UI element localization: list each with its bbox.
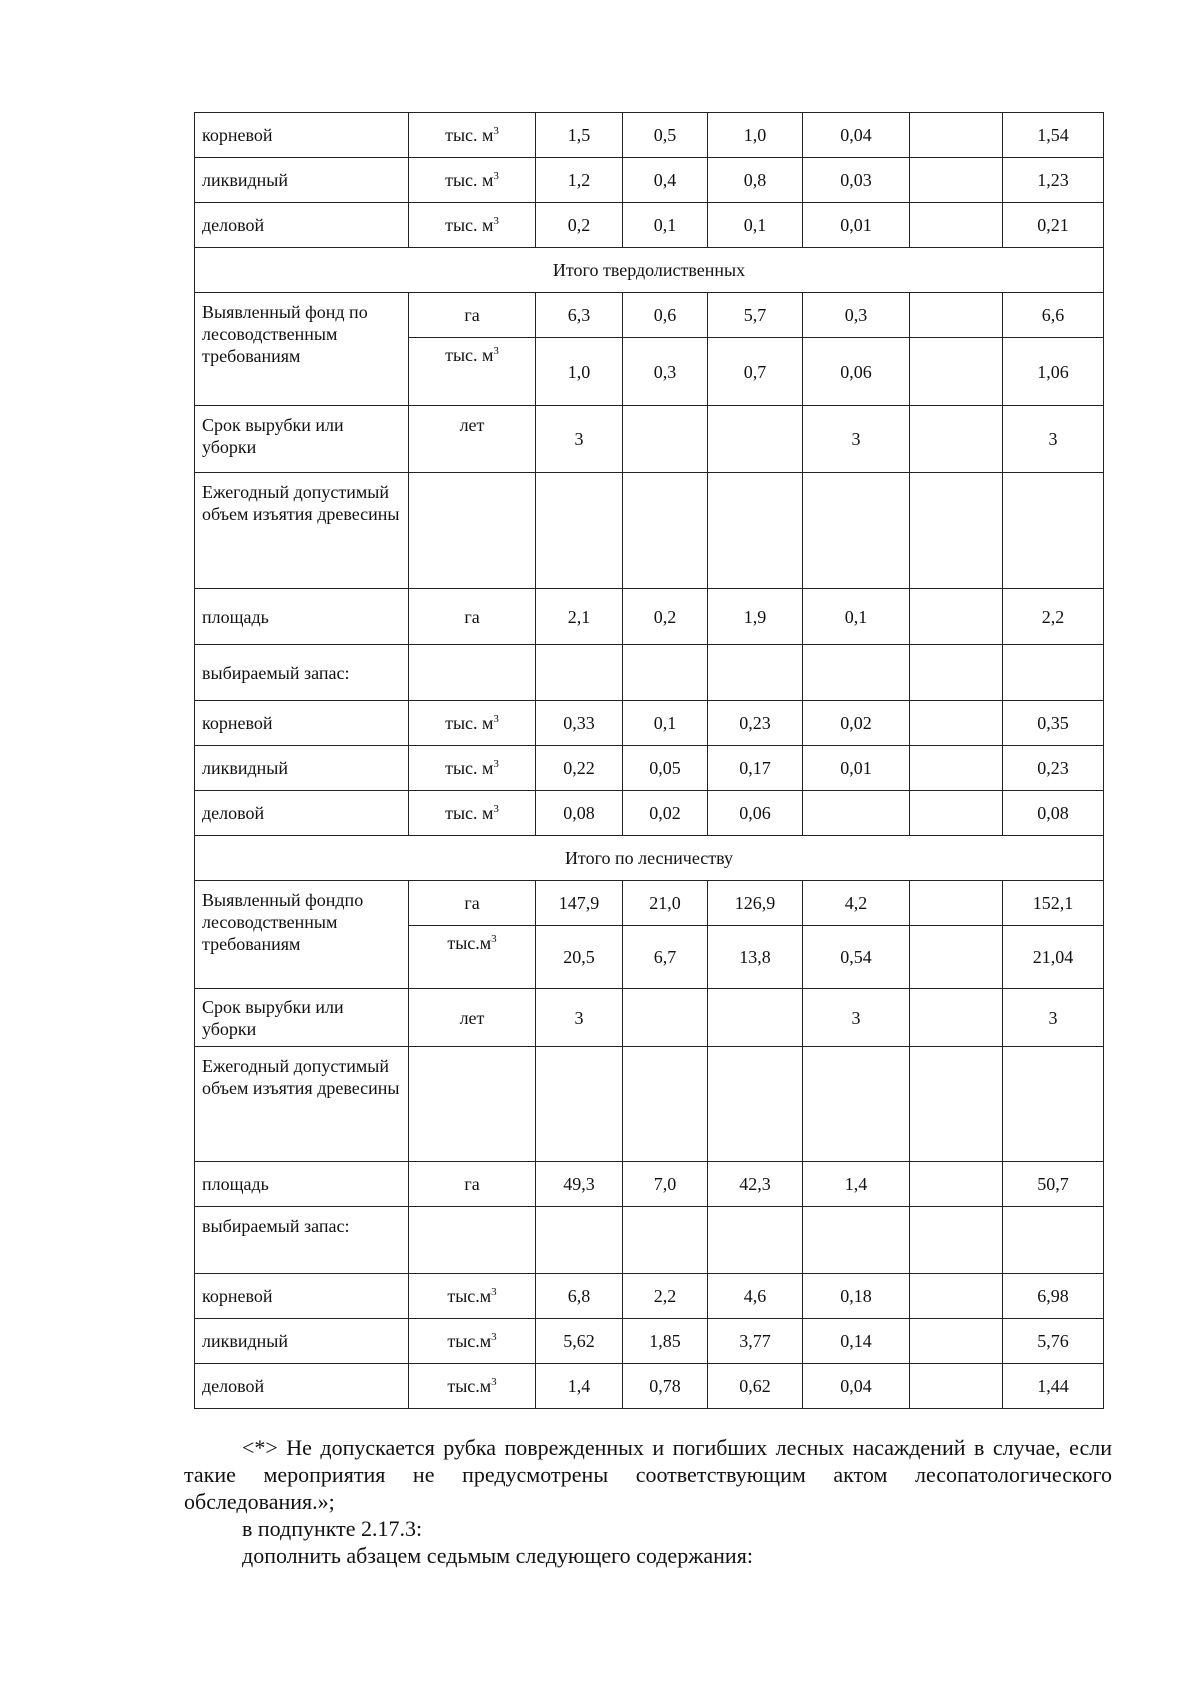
row-label: выбираемый запас: xyxy=(195,645,409,701)
row-label: площадь xyxy=(195,1162,409,1207)
value-cell xyxy=(910,1319,1003,1364)
unit-text: тыс. м xyxy=(445,713,494,733)
row-label: деловой xyxy=(195,203,409,248)
value-cell: 0,33 xyxy=(536,701,623,746)
table-row xyxy=(195,1274,1104,1319)
value-cell xyxy=(910,881,1003,926)
unit-superscript: 3 xyxy=(491,1286,497,1298)
value-cell: 7,0 xyxy=(623,1162,708,1207)
table-row xyxy=(195,1319,1104,1364)
unit-cell xyxy=(409,791,536,836)
value-cell: 126,9 xyxy=(708,881,803,926)
value-cell xyxy=(910,645,1003,701)
unit-text: лет xyxy=(459,1007,485,1028)
value-cell: 0,03 xyxy=(803,158,910,203)
unit-cell: га xyxy=(409,881,536,926)
value-cell xyxy=(623,406,708,473)
table-row xyxy=(195,791,1104,836)
value-cell: 3 xyxy=(536,406,623,473)
value-cell: 42,3 xyxy=(708,1162,803,1207)
unit-cell xyxy=(409,746,536,791)
unit-cell xyxy=(409,1274,536,1319)
value-cell: 0,1 xyxy=(623,203,708,248)
value-cell: 0,54 xyxy=(803,926,910,989)
value-cell: 6,98 xyxy=(1003,1274,1104,1319)
unit-text: тыс. м xyxy=(445,125,494,145)
value-cell: 0,01 xyxy=(803,203,910,248)
value-cell: 152,1 xyxy=(1003,881,1104,926)
value-cell: 0,08 xyxy=(1003,791,1104,836)
value-cell: 0,35 xyxy=(1003,701,1104,746)
value-cell: 3 xyxy=(1003,406,1104,473)
table-row xyxy=(195,293,1104,338)
value-cell: 0,08 xyxy=(536,791,623,836)
value-cell: 0,62 xyxy=(708,1364,803,1409)
unit-text: тыс.м xyxy=(447,933,492,953)
value-cell xyxy=(910,791,1003,836)
value-cell: 0,06 xyxy=(708,791,803,836)
unit-text: тыс.м xyxy=(447,1331,492,1351)
value-cell: 1,4 xyxy=(803,1162,910,1207)
unit-cell xyxy=(409,1162,536,1207)
value-cell xyxy=(803,1207,910,1274)
row-label: Ежегодный допустимый объем изъятия древесины xyxy=(195,1047,409,1162)
table-row xyxy=(195,1162,1104,1207)
value-cell: 1,54 xyxy=(1003,113,1104,158)
value-cell: 3 xyxy=(803,406,910,473)
value-cell xyxy=(910,1364,1003,1409)
value-cell xyxy=(623,645,708,701)
value-cell: 0,06 xyxy=(803,338,910,406)
value-cell xyxy=(536,473,623,589)
value-cell xyxy=(910,158,1003,203)
unit-text: тыс. м xyxy=(445,170,494,190)
value-cell xyxy=(910,113,1003,158)
unit-cell xyxy=(409,926,536,989)
value-cell: 0,04 xyxy=(803,1364,910,1409)
value-cell xyxy=(910,293,1003,338)
value-cell xyxy=(803,473,910,589)
value-cell: 0,3 xyxy=(623,338,708,406)
value-cell: 0,6 xyxy=(623,293,708,338)
value-cell: 13,8 xyxy=(708,926,803,989)
value-cell xyxy=(708,989,803,1047)
unit-text: га xyxy=(464,1174,480,1194)
value-cell xyxy=(910,926,1003,989)
value-cell xyxy=(910,589,1003,645)
section-row xyxy=(195,836,1104,881)
table-row xyxy=(195,746,1104,791)
value-cell: 0,1 xyxy=(803,589,910,645)
unit-cell xyxy=(409,1364,536,1409)
value-cell: 0,2 xyxy=(623,589,708,645)
unit-cell xyxy=(409,473,536,589)
unit-superscript: 3 xyxy=(493,345,499,357)
value-cell xyxy=(536,1207,623,1274)
value-cell: 1,0 xyxy=(536,338,623,406)
unit-cell xyxy=(409,203,536,248)
value-cell xyxy=(910,203,1003,248)
value-cell xyxy=(623,989,708,1047)
value-cell xyxy=(1003,1047,1104,1162)
unit-superscript: 3 xyxy=(493,758,499,770)
unit-cell xyxy=(409,701,536,746)
table-row xyxy=(195,645,1104,701)
value-cell: 0,14 xyxy=(803,1319,910,1364)
value-cell xyxy=(803,1047,910,1162)
row-label: выбираемый запас: xyxy=(195,1207,409,1274)
value-cell: 0,8 xyxy=(708,158,803,203)
value-cell: 3 xyxy=(803,989,910,1047)
row-label: Срок вырубки или уборки xyxy=(195,406,409,473)
table-body xyxy=(195,113,1104,1409)
value-cell: 147,9 xyxy=(536,881,623,926)
value-cell xyxy=(623,1207,708,1274)
value-cell: 0,01 xyxy=(803,746,910,791)
unit-cell xyxy=(409,1319,536,1364)
value-cell: 0,5 xyxy=(623,113,708,158)
value-cell: 5,62 xyxy=(536,1319,623,1364)
value-cell: 50,7 xyxy=(1003,1162,1104,1207)
unit-cell xyxy=(409,645,536,701)
value-cell: 6,3 xyxy=(536,293,623,338)
value-cell: 0,1 xyxy=(708,203,803,248)
table-row xyxy=(195,881,1104,926)
value-cell: 1,06 xyxy=(1003,338,1104,406)
forest-data-table xyxy=(194,112,1104,1409)
amendment-instruction: дополнить абзацем седьмым следующего содержания: xyxy=(242,1543,753,1568)
value-cell: 21,0 xyxy=(623,881,708,926)
row-label: ликвидный xyxy=(195,158,409,203)
value-cell: 2,2 xyxy=(623,1274,708,1319)
unit-superscript: 3 xyxy=(491,1331,497,1343)
value-cell: 0,02 xyxy=(803,701,910,746)
value-cell: 0,05 xyxy=(623,746,708,791)
unit-superscript: 3 xyxy=(491,933,497,945)
value-cell: 0,23 xyxy=(1003,746,1104,791)
value-cell: 0,78 xyxy=(623,1364,708,1409)
value-cell xyxy=(910,1207,1003,1274)
row-label: деловой xyxy=(195,791,409,836)
unit-cell xyxy=(409,113,536,158)
unit-superscript: 3 xyxy=(491,1376,497,1388)
footnote-block xyxy=(184,1434,1112,1569)
section-heading: Итого по лесничеству xyxy=(195,836,1104,881)
row-label: деловой xyxy=(195,1364,409,1409)
value-cell: 1,9 xyxy=(708,589,803,645)
value-cell xyxy=(910,701,1003,746)
value-cell xyxy=(910,1162,1003,1207)
value-cell: 1,5 xyxy=(536,113,623,158)
value-cell xyxy=(536,1047,623,1162)
value-cell xyxy=(910,338,1003,406)
unit-superscript: 3 xyxy=(493,215,499,227)
value-cell: 0,17 xyxy=(708,746,803,791)
table-row xyxy=(195,203,1104,248)
footnote-text: <*> Не допускается рубка поврежденных и погибших лесных насаждений в случае, если такие мероприятия не предусмотрены соответствующим актом лесопатологического обследования.»; xyxy=(184,1435,1112,1514)
value-cell: 5,76 xyxy=(1003,1319,1104,1364)
unit-text: лет xyxy=(459,415,485,435)
value-cell xyxy=(910,406,1003,473)
value-cell xyxy=(910,746,1003,791)
row-label: площадь xyxy=(195,589,409,645)
section-heading: Итого твердолиственных xyxy=(195,248,1104,293)
table-row xyxy=(195,1207,1104,1274)
value-cell: 4,2 xyxy=(803,881,910,926)
value-cell: 0,1 xyxy=(623,701,708,746)
value-cell: 6,6 xyxy=(1003,293,1104,338)
unit-text: тыс.м xyxy=(447,1376,492,1396)
row-label: Срок вырубки или уборки xyxy=(195,989,409,1047)
value-cell xyxy=(803,645,910,701)
value-cell: 0,2 xyxy=(536,203,623,248)
row-label: корневой xyxy=(195,113,409,158)
value-cell: 1,44 xyxy=(1003,1364,1104,1409)
value-cell: 21,04 xyxy=(1003,926,1104,989)
row-label: Выявленный фонд по лесоводственным требованиям xyxy=(195,293,409,406)
value-cell: 0,22 xyxy=(536,746,623,791)
unit-cell xyxy=(409,589,536,645)
value-cell: 0,18 xyxy=(803,1274,910,1319)
value-cell xyxy=(708,1047,803,1162)
value-cell xyxy=(536,645,623,701)
value-cell xyxy=(910,1274,1003,1319)
unit-cell xyxy=(409,989,536,1047)
unit-cell xyxy=(409,1207,536,1274)
value-cell: 49,3 xyxy=(536,1162,623,1207)
value-cell: 6,8 xyxy=(536,1274,623,1319)
table-row xyxy=(195,473,1104,589)
value-cell xyxy=(708,1207,803,1274)
table-row xyxy=(195,701,1104,746)
value-cell xyxy=(1003,645,1104,701)
value-cell xyxy=(623,473,708,589)
value-cell: 3,77 xyxy=(708,1319,803,1364)
table-row xyxy=(195,1047,1104,1162)
table-row xyxy=(195,1364,1104,1409)
value-cell: 0,04 xyxy=(803,113,910,158)
unit-cell xyxy=(409,406,536,473)
value-cell: 0,4 xyxy=(623,158,708,203)
unit-text: тыс. м xyxy=(445,345,494,365)
value-cell: 2,1 xyxy=(536,589,623,645)
value-cell xyxy=(708,645,803,701)
unit-text: тыс.м xyxy=(447,1286,492,1306)
value-cell: 0,02 xyxy=(623,791,708,836)
value-cell: 1,2 xyxy=(536,158,623,203)
row-label: ликвидный xyxy=(195,1319,409,1364)
subclause-reference: в подпункте 2.17.3: xyxy=(242,1516,423,1541)
unit-cell xyxy=(409,1047,536,1162)
table-row xyxy=(195,113,1104,158)
value-cell xyxy=(1003,1207,1104,1274)
value-cell xyxy=(803,791,910,836)
value-cell: 0,21 xyxy=(1003,203,1104,248)
unit-cell xyxy=(409,338,536,406)
value-cell: 4,6 xyxy=(708,1274,803,1319)
value-cell: 3 xyxy=(1003,989,1104,1047)
value-cell xyxy=(910,1047,1003,1162)
value-cell: 2,2 xyxy=(1003,589,1104,645)
value-cell: 1,23 xyxy=(1003,158,1104,203)
row-label: ликвидный xyxy=(195,746,409,791)
unit-superscript: 3 xyxy=(493,125,499,137)
row-label: корневой xyxy=(195,1274,409,1319)
unit-cell: га xyxy=(409,293,536,338)
value-cell: 0,23 xyxy=(708,701,803,746)
table-row xyxy=(195,589,1104,645)
row-label: Выявленный фондпо лесоводственным требованиям xyxy=(195,881,409,989)
value-cell: 1,85 xyxy=(623,1319,708,1364)
value-cell xyxy=(910,989,1003,1047)
value-cell: 6,7 xyxy=(623,926,708,989)
value-cell: 0,3 xyxy=(803,293,910,338)
section-row xyxy=(195,248,1104,293)
value-cell xyxy=(623,1047,708,1162)
table-row xyxy=(195,406,1104,473)
value-cell: 1,4 xyxy=(536,1364,623,1409)
unit-superscript: 3 xyxy=(493,713,499,725)
unit-text: тыс. м xyxy=(445,803,494,823)
value-cell xyxy=(708,406,803,473)
value-cell: 20,5 xyxy=(536,926,623,989)
unit-cell xyxy=(409,158,536,203)
value-cell: 3 xyxy=(536,989,623,1047)
row-label: корневой xyxy=(195,701,409,746)
table-row xyxy=(195,158,1104,203)
value-cell: 0,7 xyxy=(708,338,803,406)
value-cell: 5,7 xyxy=(708,293,803,338)
table-row xyxy=(195,989,1104,1047)
unit-text: тыс. м xyxy=(445,215,494,235)
value-cell xyxy=(910,473,1003,589)
unit-superscript: 3 xyxy=(493,803,499,815)
unit-text: тыс. м xyxy=(445,758,494,778)
unit-superscript: 3 xyxy=(493,170,499,182)
unit-text: га xyxy=(464,606,480,627)
value-cell: 1,0 xyxy=(708,113,803,158)
row-label: Ежегодный допустимый объем изъятия древесины xyxy=(195,473,409,589)
value-cell xyxy=(1003,473,1104,589)
value-cell xyxy=(708,473,803,589)
